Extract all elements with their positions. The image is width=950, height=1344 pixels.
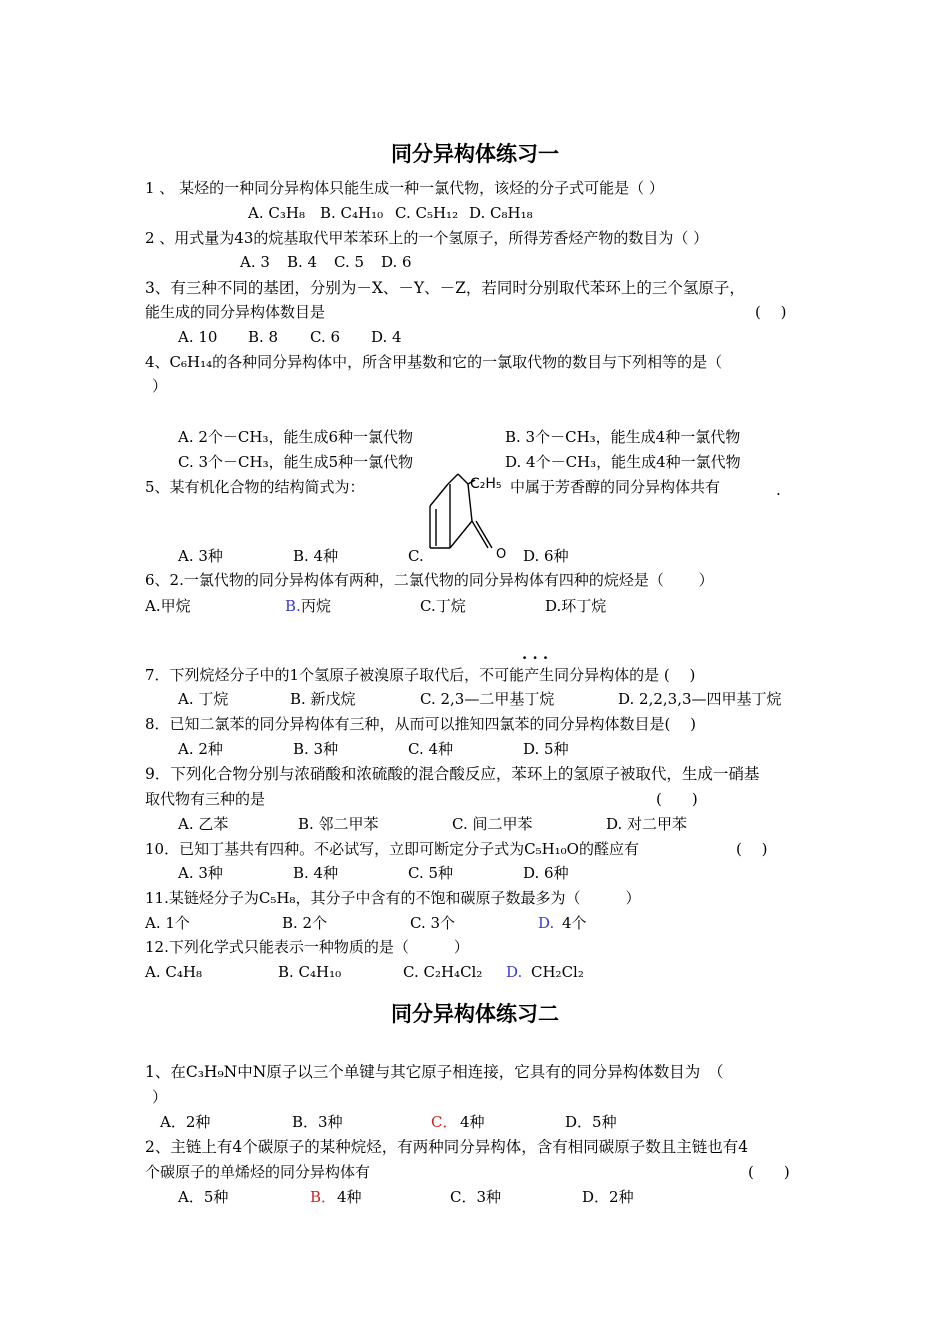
q4-option-a: A. 2个－CH₃，能生成6种一氯代物 <box>178 428 414 446</box>
q8-option-a: A. 2种 <box>178 740 223 758</box>
q8-option-d: D. 5种 <box>523 740 569 758</box>
part2-q2-option-b-text: 4种 <box>337 1188 362 1206</box>
part2-question-2-stem-line1: 2、主链上有4个碳原子的某种烷烃，有两种同分异构体，含有相同碳原子数且主链也有4 <box>145 1138 749 1156</box>
question-1-stem: 1 、 某烃的一种同分异构体只能生成一种一氯代物，该烃的分子式可能是（ ） <box>145 179 664 197</box>
q8-option-c: C. 4种 <box>408 740 454 758</box>
part2-q1-option-c-letter: C． <box>431 1113 458 1131</box>
question-3-stem-line2: 能生成的同分异构体数目是 <box>145 303 326 321</box>
part2-q2-option-b-letter: B． <box>310 1188 337 1206</box>
q12-option-a: A. C₄H₈ <box>145 963 202 981</box>
q9-option-a: A. 乙苯 <box>178 815 229 833</box>
question-7-stem: 7．下列烷烃分子中的1个氢原子被溴原子取代后，不可能产生同分异构体的是 ( ) <box>145 666 696 684</box>
q6-option-b-text: 丙烷 <box>301 597 332 615</box>
q10-option-b: B. 4种 <box>293 864 339 882</box>
question-4-stem-line1: 4、C₆H₁₄的各种同分异构体中，所含甲基数和它的一氯取代物的数目与下列相等的是（ <box>145 353 723 371</box>
q7-option-c: C. 2,3—二甲基丁烷 <box>420 690 555 708</box>
q2-option-d: D. 6 <box>381 253 412 271</box>
q1-option-b: B. C₄H₁₀ <box>320 204 384 222</box>
question-12-stem: 12.下列化学式只能表示一种物质的是（ ） <box>145 938 469 956</box>
part2-q1-option-a: A．2种 <box>160 1113 211 1131</box>
q9-option-c: C. 间二甲苯 <box>452 815 533 833</box>
part2-question-1-stem-line2: ） <box>152 1088 168 1106</box>
section-title-1: 同分异构体练习一 <box>391 142 559 166</box>
q12-option-d-letter: D. <box>506 963 523 981</box>
q9-option-b: B. 邻二甲苯 <box>298 815 379 833</box>
q11-option-b: B. 2个 <box>282 914 328 932</box>
question-9-answer-paren: ( ) <box>656 790 698 808</box>
q5-option-a: A. 3种 <box>178 547 223 565</box>
q11-option-c: C. 3个 <box>410 914 456 932</box>
question-10-stem: 10．已知丁基共有四种。不必试写，立即可断定分子式为C₅H₁₀O的醛应有 <box>145 840 639 858</box>
q4-option-d: D. 4个－CH₃，能生成4种一氯代物 <box>505 453 741 471</box>
question-6-stem: 6、2.一氯代物的同分异构体有两种，二氯代物的同分异构体有四种的烷烃是（ ） <box>145 571 714 589</box>
question-2-stem: 2 、用式量为43的烷基取代甲苯苯环上的一个氢原子，所得芳香烃产物的数目为（ ） <box>145 229 709 247</box>
q1-option-c: C. C₅H₁₂ <box>395 204 459 222</box>
q5-option-d: D. 6种 <box>523 547 569 565</box>
q12-option-d-text: CH₂Cl₂ <box>531 963 584 981</box>
q9-option-d: D. 对二甲苯 <box>606 815 688 833</box>
part2-question-2-stem-line2: 个碳原子的单烯烃的同分异构体有 <box>145 1163 371 1181</box>
q7-option-d: D. 2,2,3,3—四甲基丁烷 <box>618 690 782 708</box>
q12-option-b: B. C₄H₁₀ <box>278 963 342 981</box>
q11-option-a: A. 1个 <box>145 914 190 932</box>
ethyl-group-label: C₂H₅ <box>470 476 502 492</box>
q6-option-b-letter: B. <box>285 597 301 615</box>
part2-q2-option-d: D．2种 <box>582 1188 634 1206</box>
q5-option-c: C. <box>408 547 424 565</box>
part2-q2-option-c: C．3种 <box>450 1188 502 1206</box>
question-9-stem-line2: 取代物有三种的是 <box>145 790 266 808</box>
q3-option-b: B. 8 <box>248 328 279 346</box>
part2-question-1-stem-line1: 1、在C₃H₉N中N原子以三个单键与其它原子相连接，它具有的同分异构体数目为 （ <box>145 1063 724 1081</box>
q7-option-b: B. 新戊烷 <box>290 690 356 708</box>
q10-option-a: A. 3种 <box>178 864 223 882</box>
question-3-stem-line1: 3、有三种不同的基团，分别为－X、－Y、－Z，若同时分别取代苯环上的三个氢原子， <box>145 279 745 297</box>
emphasis-dots: · · · <box>522 649 549 667</box>
part2-q1-option-b: B．3种 <box>292 1113 343 1131</box>
question-8-stem: 8．已知二氯苯的同分异构体有三种，从而可以推知四氯苯的同分异构体数目是( ) <box>145 715 697 733</box>
question-5-stem-tail: 中属于芳香醇的同分异构体共有 <box>510 478 721 496</box>
q2-option-c: C. 5 <box>334 253 365 271</box>
q6-option-c: C.丁烷 <box>420 597 466 615</box>
part2-q1-option-d: D．5种 <box>565 1113 617 1131</box>
section-title-2: 同分异构体练习二 <box>391 1002 559 1026</box>
q2-option-b: B. 4 <box>287 253 318 271</box>
q8-option-b: B. 3种 <box>293 740 339 758</box>
q6-option-a: A.甲烷 <box>145 597 191 615</box>
q10-option-c: C. 5种 <box>408 864 454 882</box>
part2-q2-option-a: A．5种 <box>178 1188 229 1206</box>
question-9-stem-line1: 9．下列化合物分别与浓硝酸和浓硫酸的混合酸反应，苯环上的氢原子被取代，生成一硝基 <box>145 765 760 783</box>
part2-question-2-answer-paren: ( ) <box>748 1163 790 1181</box>
q3-option-c: C. 6 <box>310 328 341 346</box>
question-5-stem: 5、某有机化合物的结构简式为： <box>145 478 365 496</box>
question-11-stem: 11.某链烃分子为C₅H₈，其分子中含有的不饱和碳原子数最多为（ ） <box>145 889 641 907</box>
q11-option-d-letter: D. <box>538 914 555 932</box>
q7-option-a: A. 丁烷 <box>178 690 229 708</box>
question-10-answer-paren: ( ) <box>736 840 768 858</box>
q1-option-a: A. C₃H₈ <box>248 204 305 222</box>
q6-option-d: D.环丁烷 <box>545 597 607 615</box>
q3-option-d: D. 4 <box>371 328 402 346</box>
q10-option-d: D. 6种 <box>523 864 569 882</box>
question-5-dot: . <box>776 481 781 499</box>
carbonyl-oxygen-label: O <box>496 547 507 562</box>
q4-option-b: B. 3个－CH₃，能生成4种一氯代物 <box>505 428 741 446</box>
q1-option-d: D. C₈H₁₈ <box>469 204 533 222</box>
q12-option-c: C. C₂H₄Cl₂ <box>403 963 483 981</box>
question-4-stem-line2: ） <box>152 377 168 395</box>
q4-option-c: C. 3个－CH₃，能生成5种一氯代物 <box>178 453 414 471</box>
part2-q1-option-c-text: 4种 <box>460 1113 485 1131</box>
q2-option-a: A. 3 <box>240 253 270 271</box>
q3-option-a: A. 10 <box>178 328 218 346</box>
q11-option-d-text: 4个 <box>562 914 587 932</box>
question-3-answer-paren: ( ) <box>755 303 787 321</box>
q5-option-b: B. 4种 <box>293 547 339 565</box>
